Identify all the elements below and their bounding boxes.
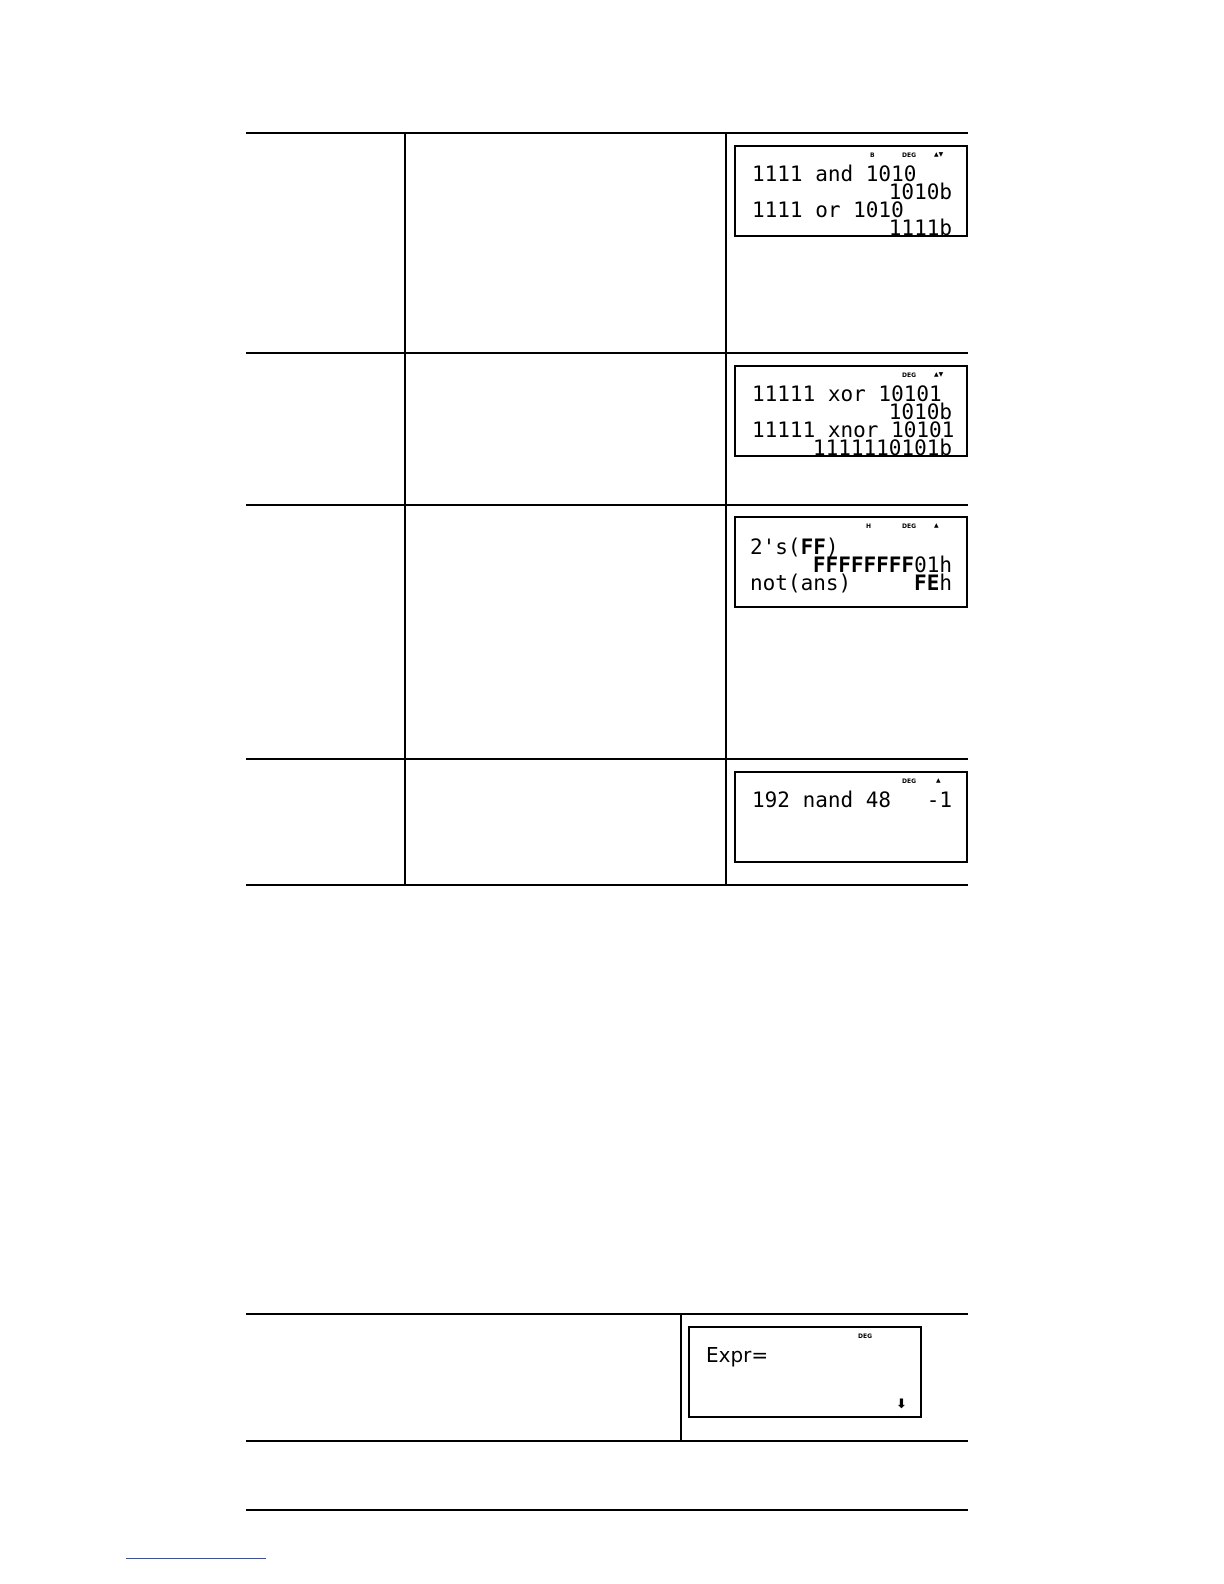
angle-indicator: DEG bbox=[902, 372, 917, 379]
entry-line: 11111 xor 10101 bbox=[752, 382, 942, 406]
table1-rule-row2 bbox=[246, 504, 968, 506]
angle-indicator: DEG bbox=[902, 778, 917, 785]
footnote-separator bbox=[126, 1558, 266, 1559]
entry-line: 1111 and 1010 bbox=[752, 162, 917, 186]
mode-indicator: H bbox=[866, 523, 872, 530]
result-line: 1010b bbox=[888, 400, 952, 424]
result-line bbox=[914, 572, 952, 594]
result-line: 1111110101b bbox=[812, 436, 952, 460]
table1-rule-top bbox=[246, 132, 968, 134]
result-part: 01h bbox=[914, 553, 952, 577]
table1-col-divider-1 bbox=[404, 132, 406, 886]
result-bold-part: FE bbox=[914, 571, 940, 595]
calculator-screen-twos-complement bbox=[734, 516, 968, 608]
table2-col-divider bbox=[680, 1313, 682, 1442]
scroll-arrows-icon: ▲▼ bbox=[934, 151, 944, 158]
entry-line: not(ans) bbox=[750, 571, 852, 595]
table2-rule-bottom bbox=[246, 1509, 968, 1511]
table1-rule-row3 bbox=[246, 758, 968, 760]
calculator-screen-and-or bbox=[734, 145, 968, 240]
table2-rule-middle bbox=[246, 1440, 968, 1442]
function-text: 2's( bbox=[750, 535, 801, 559]
result-line: -1 bbox=[926, 788, 952, 812]
table1-col-divider-2 bbox=[725, 132, 727, 886]
result-part: h bbox=[939, 571, 952, 595]
entry-line: 1111 or 1010 bbox=[752, 198, 904, 222]
scroll-up-icon: ▲ bbox=[936, 777, 941, 784]
result-bold-part: FFFFFFFF bbox=[812, 553, 915, 577]
table2-rule-top bbox=[246, 1313, 968, 1315]
paren-text: ) bbox=[825, 535, 839, 559]
result-line: 1111b bbox=[888, 216, 952, 240]
angle-indicator: DEG bbox=[902, 152, 917, 159]
table1-rule-bottom bbox=[246, 884, 968, 886]
entry-line: 192 nand 48 bbox=[752, 788, 892, 812]
arrow-down-icon: ⬇ bbox=[896, 1397, 907, 1412]
calculator-screen-nand bbox=[734, 771, 968, 863]
entry-line: 11111 xnor 10101 bbox=[752, 418, 955, 442]
calculator-screen-xor-xnor bbox=[734, 365, 968, 460]
result-line: 1010b bbox=[888, 180, 952, 204]
operand-text: FF bbox=[800, 535, 826, 559]
expression-prompt: Expr= bbox=[706, 1343, 769, 1367]
angle-indicator: DEG bbox=[902, 523, 917, 530]
calculator-screen-expression bbox=[688, 1326, 922, 1418]
table1-rule-row1 bbox=[246, 352, 968, 354]
scroll-up-icon: ▲ bbox=[934, 522, 939, 529]
scroll-arrows-icon: ▲▼ bbox=[934, 371, 944, 378]
angle-indicator: DEG bbox=[858, 1333, 873, 1340]
mode-indicator: B bbox=[870, 152, 875, 159]
